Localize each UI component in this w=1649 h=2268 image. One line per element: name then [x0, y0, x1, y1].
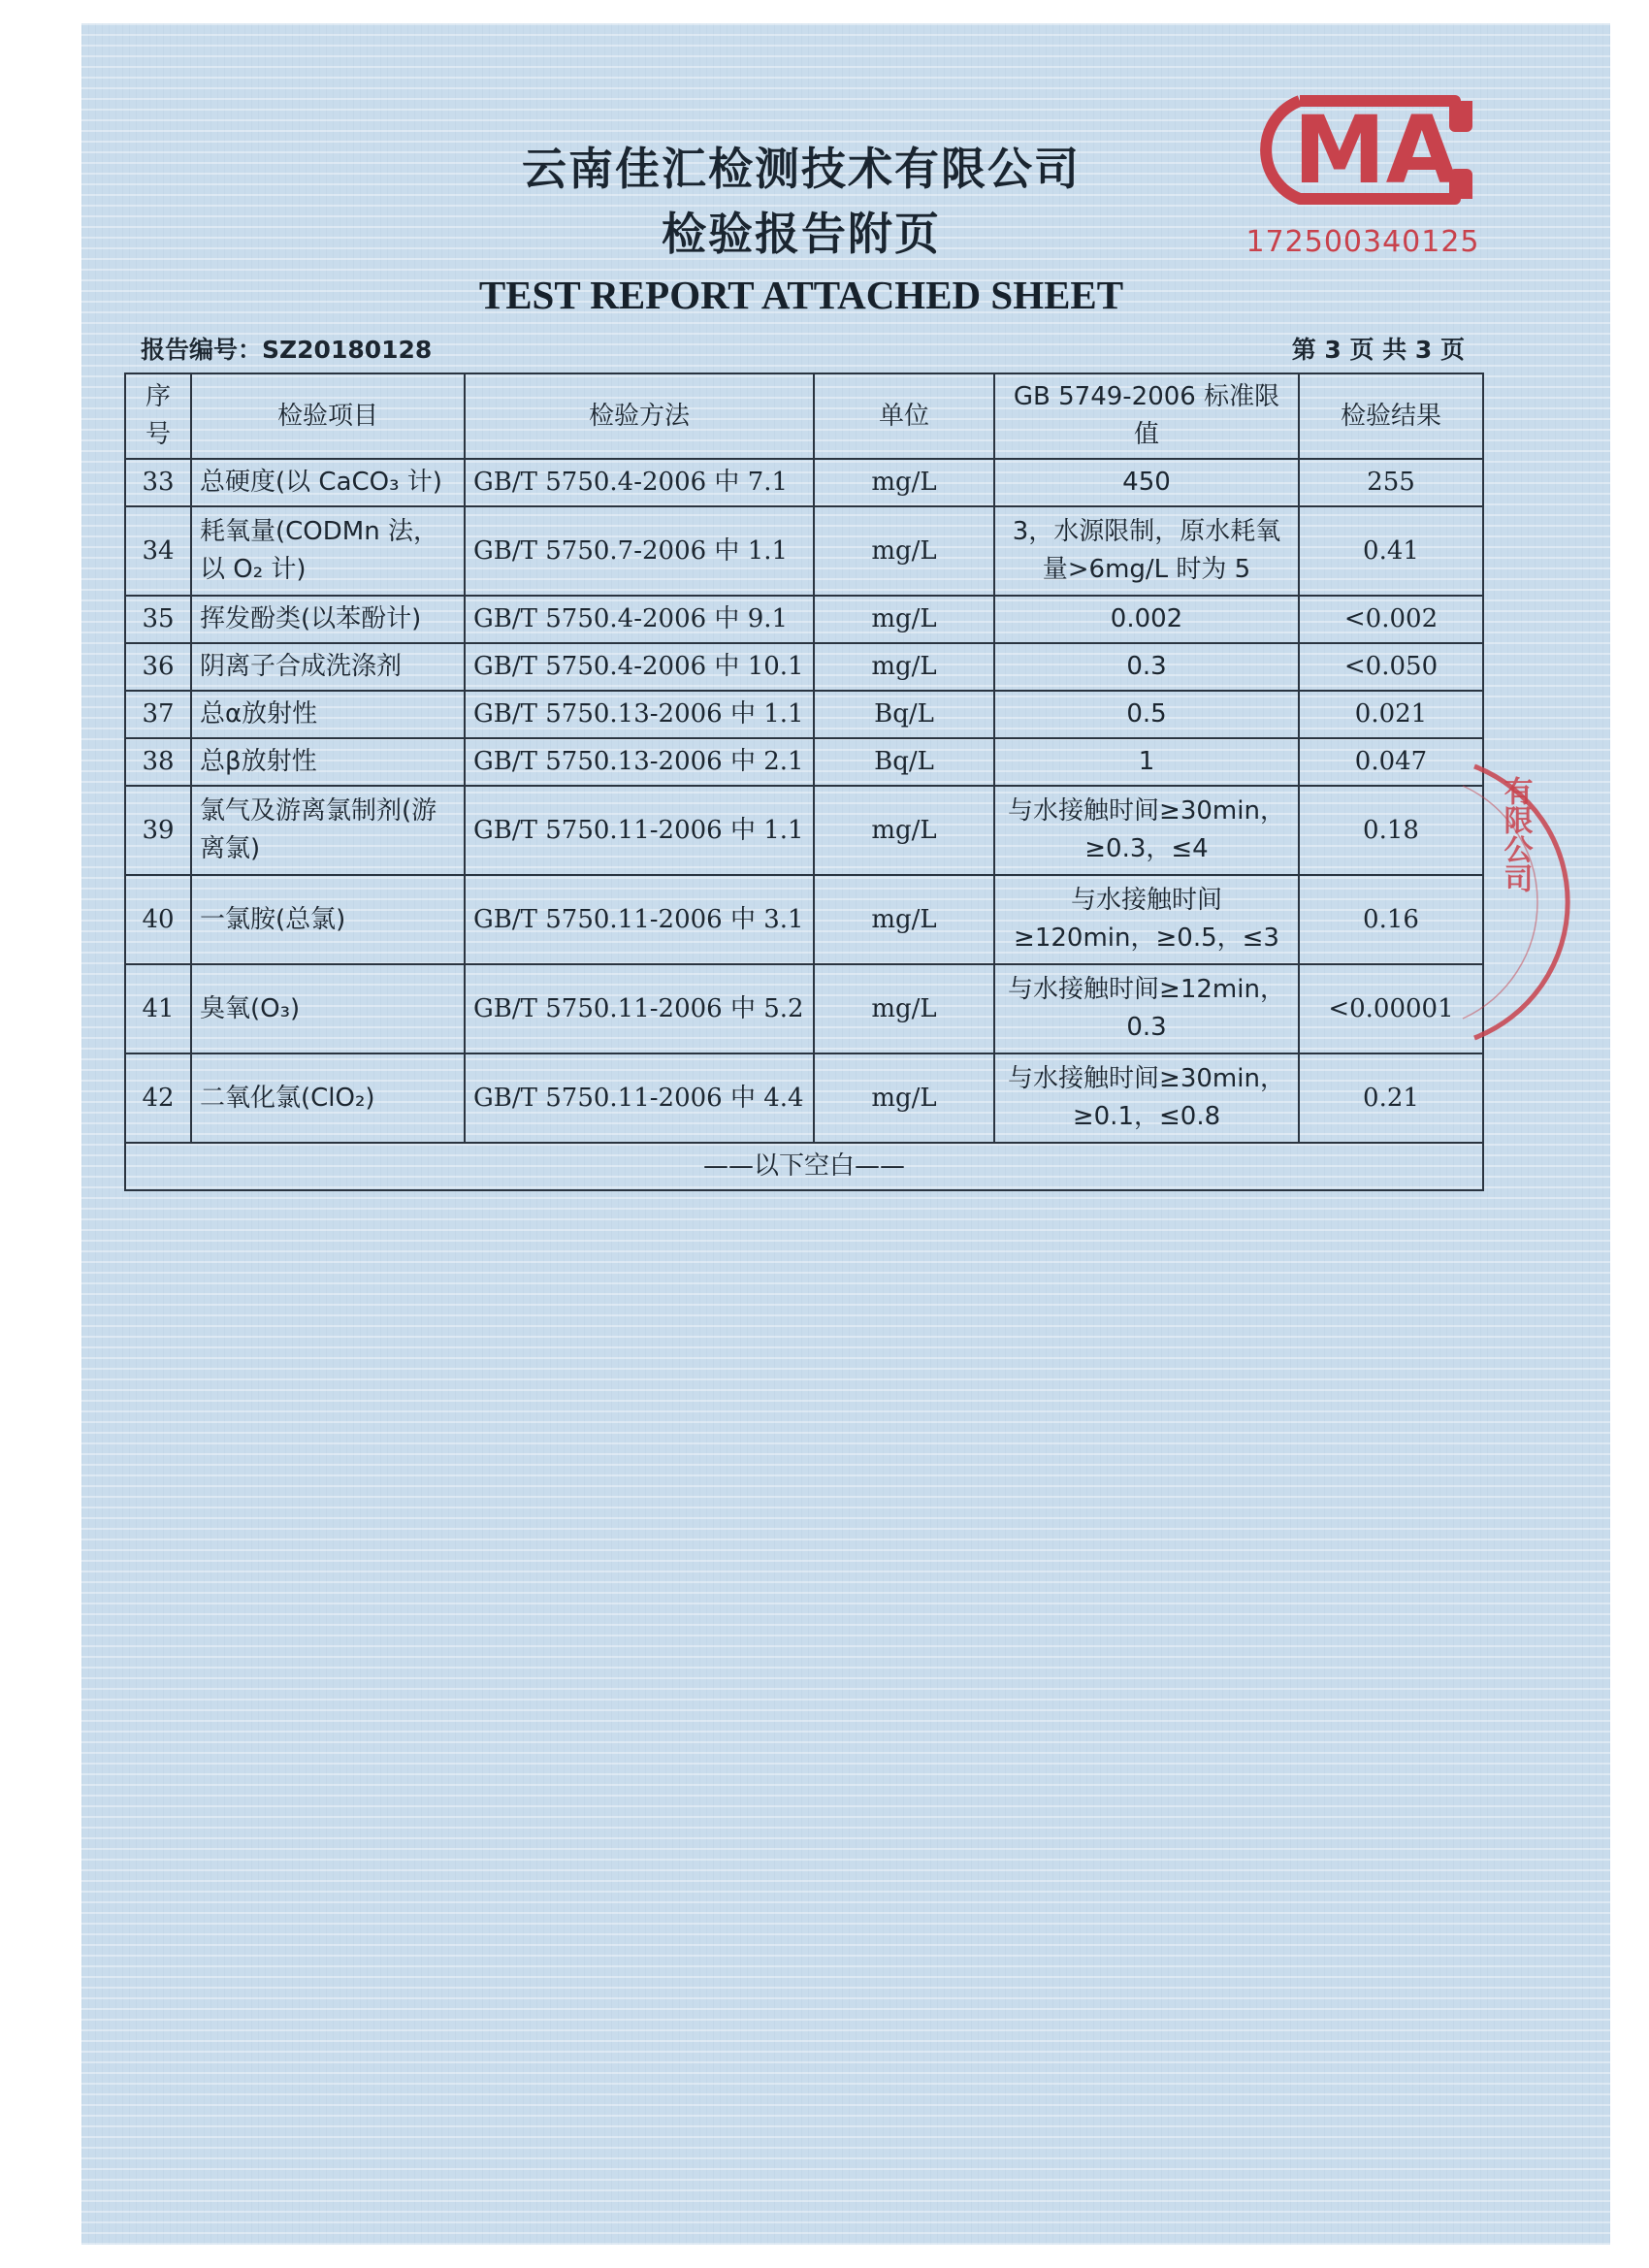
row-limit: 3，水源限制，原水耗氧量>6mg/L 时为 5	[994, 506, 1299, 596]
english-title: TEST REPORT ATTACHED SHEET	[478, 273, 1124, 317]
table-header-row	[125, 373, 1483, 459]
row-unit: mg/L	[814, 964, 994, 1053]
row-limit: 与水接触时间≥30min，≥0.1，≤0.8	[994, 1053, 1299, 1143]
row-no: 35	[125, 596, 191, 643]
row-item: 耗氧量(CODMn 法，以 O₂ 计)	[191, 506, 465, 596]
row-method: GB/T 5750.4-2006 中 9.1	[465, 596, 814, 643]
row-unit: mg/L	[814, 459, 994, 506]
row-method: GB/T 5750.11-2006 中 1.1	[465, 786, 814, 875]
company-name: 云南佳汇检测技术有限公司	[522, 143, 1081, 195]
header-limit: GB 5749-2006 标准限值	[994, 373, 1299, 459]
cma-code: 172500340125	[1245, 225, 1480, 259]
table-row	[125, 506, 1483, 596]
row-result: 0.16	[1299, 875, 1483, 964]
table-row	[125, 1053, 1483, 1143]
report-number	[141, 331, 432, 366]
row-item: 总硬度(以 CaCO₃ 计)	[191, 459, 465, 506]
report-number-label: 报告编号：	[141, 336, 263, 364]
seal-text: 有限公司	[1498, 776, 1533, 892]
row-no: 34	[125, 506, 191, 596]
row-limit: 0.5	[994, 691, 1299, 738]
row-result: 0.18	[1299, 786, 1483, 875]
row-result: <0.00001	[1299, 964, 1483, 1053]
row-method: GB/T 5750.4-2006 中 7.1	[465, 459, 814, 506]
row-unit: mg/L	[814, 1053, 994, 1143]
row-result: 0.21	[1299, 1053, 1483, 1143]
row-unit: mg/L	[814, 875, 994, 964]
header-result: 检验结果	[1299, 373, 1483, 459]
company-seal	[1455, 757, 1571, 1048]
blank-note: ——以下空白——	[125, 1143, 1483, 1190]
row-item: 总α放射性	[191, 691, 465, 738]
table-row	[125, 786, 1483, 875]
row-no: 33	[125, 459, 191, 506]
blank-note-row	[125, 1143, 1483, 1190]
row-no: 37	[125, 691, 191, 738]
row-limit: 与水接触时间≥120min，≥0.5，≤3	[994, 875, 1299, 964]
row-limit: 0.3	[994, 643, 1299, 691]
row-no: 39	[125, 786, 191, 875]
row-result: 0.41	[1299, 506, 1483, 596]
row-item: 挥发酚类(以苯酚计)	[191, 596, 465, 643]
header-item: 检验项目	[191, 373, 465, 459]
header-method: 检验方法	[465, 373, 814, 459]
row-method: GB/T 5750.11-2006 中 3.1	[465, 875, 814, 964]
row-unit: Bq/L	[814, 691, 994, 738]
header-unit: 单位	[814, 373, 994, 459]
page-info: 第 3 页 共 3 页	[1291, 336, 1465, 364]
row-no: 42	[125, 1053, 191, 1143]
row-result: <0.002	[1299, 596, 1483, 643]
row-no: 36	[125, 643, 191, 691]
results-table	[124, 373, 1484, 1191]
row-item: 一氯胺(总氯)	[191, 875, 465, 964]
row-unit: mg/L	[814, 506, 994, 596]
row-result: <0.050	[1299, 643, 1483, 691]
row-method: GB/T 5750.13-2006 中 1.1	[465, 691, 814, 738]
table-row	[125, 738, 1483, 786]
row-item: 臭氧(O₃)	[191, 964, 465, 1053]
row-limit: 450	[994, 459, 1299, 506]
report-subtitle: 检验报告附页	[662, 208, 941, 260]
row-result: 0.021	[1299, 691, 1483, 738]
row-method: GB/T 5750.13-2006 中 2.1	[465, 738, 814, 786]
table-row	[125, 643, 1483, 691]
row-item: 氯气及游离氯制剂(游离氯)	[191, 786, 465, 875]
report-number-value: SZ20180128	[262, 336, 433, 364]
table-row	[125, 691, 1483, 738]
row-limit: 与水接触时间≥30min，≥0.3，≤4	[994, 786, 1299, 875]
table-row	[125, 875, 1483, 964]
table-row	[125, 596, 1483, 643]
row-limit: 1	[994, 738, 1299, 786]
row-item: 总β放射性	[191, 738, 465, 786]
row-method: GB/T 5750.4-2006 中 10.1	[465, 643, 814, 691]
row-unit: mg/L	[814, 643, 994, 691]
row-method: GB/T 5750.7-2006 中 1.1	[465, 506, 814, 596]
cma-logo	[1242, 89, 1484, 211]
cma-mark: MA	[1293, 96, 1458, 205]
row-unit: mg/L	[814, 786, 994, 875]
row-unit: Bq/L	[814, 738, 994, 786]
row-unit: mg/L	[814, 596, 994, 643]
row-no: 38	[125, 738, 191, 786]
table-row	[125, 459, 1483, 506]
row-no: 41	[125, 964, 191, 1053]
row-result: 255	[1299, 459, 1483, 506]
row-item: 阴离子合成洗涤剂	[191, 643, 465, 691]
table-row	[125, 964, 1483, 1053]
row-limit: 与水接触时间≥12min，0.3	[994, 964, 1299, 1053]
row-method: GB/T 5750.11-2006 中 5.2	[465, 964, 814, 1053]
row-item: 二氧化氯(ClO₂)	[191, 1053, 465, 1143]
row-limit: 0.002	[994, 596, 1299, 643]
row-no: 40	[125, 875, 191, 964]
header-no: 序号	[125, 373, 191, 459]
row-result: 0.047	[1299, 738, 1483, 786]
row-method: GB/T 5750.11-2006 中 4.4	[465, 1053, 814, 1143]
